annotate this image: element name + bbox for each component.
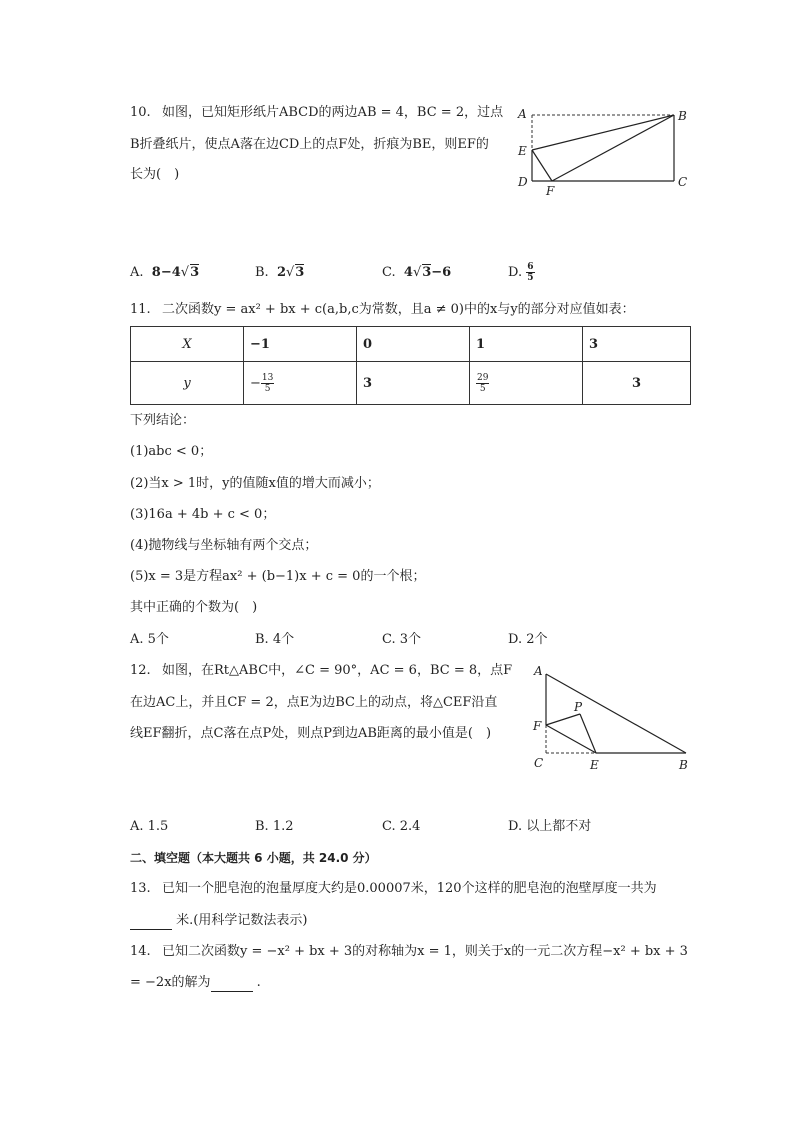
- q11-number: 11.: [130, 302, 151, 317]
- q11-stem: 二次函数y = ax² + bx + c(a,b,c为常数，且a ≠ 0)中的x与y的部分对应值如表：: [162, 302, 635, 317]
- q12-number: 12.: [130, 663, 151, 678]
- q11-option-d[interactable]: D. 2个: [508, 632, 548, 647]
- q10-figure: [512, 104, 702, 200]
- q12-label-b: B: [679, 758, 688, 772]
- q12-fp-line: [546, 714, 580, 725]
- table-cell: − $\frac{13}{5}$: [244, 362, 357, 405]
- section-heading: 二、填空题（本大题共 6 小题，共 24.0 分）: [130, 851, 377, 865]
- q10-line1: 如图，已知矩形纸片ABCD的两边AB = 4，BC = 2，过点: [162, 105, 504, 120]
- table-cell: 3: [357, 362, 470, 405]
- q12-fe-line: [546, 725, 596, 753]
- table-row: [131, 327, 691, 362]
- q10-label-a: A: [518, 107, 527, 121]
- q14-answer-blank[interactable]: [211, 977, 253, 992]
- q13-line2: 米.(用科学记数法表示): [130, 912, 307, 930]
- q12-option-b[interactable]: B. 1.2: [255, 819, 294, 834]
- q10-number: 10.: [130, 105, 151, 120]
- q10-label-e: E: [518, 144, 527, 158]
- q11-conclusion-4: (4)抛物线与坐标轴有两个交点；: [130, 538, 318, 553]
- q10-line2: B折叠纸片，使点A落在边CD上的点F处，折痕为BE，则EF的: [130, 137, 489, 152]
- q12-option-c[interactable]: C. 2.4: [382, 819, 421, 834]
- q11-conclusion-5: (5)x = 3是方程ax² + (b−1)x + c = 0的一个根；: [130, 569, 426, 584]
- table-cell: 3: [583, 327, 691, 362]
- q10-label-f: F: [546, 184, 555, 198]
- q10-option-a[interactable]: A. 8−4√3: [130, 265, 200, 280]
- q10-option-d[interactable]: D. $\frac{6}{5}$: [508, 262, 534, 283]
- q12-option-d[interactable]: D. 以上都不对: [508, 819, 592, 834]
- q11-option-c[interactable]: C. 3个: [382, 632, 422, 647]
- table-cell: 1: [470, 327, 583, 362]
- q11-conclusion-1: (1)abc < 0；: [130, 444, 213, 459]
- q12-line1: 如图，在Rt△ABC中，∠C = 90°，AC = 6，BC = 8，点F: [162, 663, 513, 678]
- q10-fb-line: [552, 115, 674, 181]
- q12-label-a: A: [534, 664, 543, 678]
- table-cell: 3: [583, 362, 691, 405]
- q10-eb-line: [532, 115, 674, 150]
- q11-option-a[interactable]: A. 5个: [130, 632, 169, 647]
- q13-answer-blank[interactable]: [130, 915, 172, 930]
- q10-option-c[interactable]: C. 4√3−6: [382, 265, 452, 280]
- table-row: [131, 362, 691, 405]
- q11-ask: 其中正确的个数为( ): [130, 600, 258, 615]
- q14-line2: = −2x的解为 .: [130, 975, 261, 990]
- q12-option-a[interactable]: A. 1.5: [130, 819, 169, 834]
- q12-label-f: F: [533, 719, 542, 733]
- table-cell: −1: [244, 327, 357, 362]
- q12-label-c: C: [534, 756, 544, 770]
- q10-label-d: D: [518, 175, 528, 189]
- q10-ef-line: [532, 150, 552, 181]
- q11-value-table: [130, 326, 691, 405]
- q10-label-b: B: [678, 109, 687, 123]
- table-cell: 0: [357, 327, 470, 362]
- table-cell: $\frac{29}{5}$: [470, 362, 583, 405]
- q11-conclusion-2: (2)当x > 1时，y的值随x值的增大而减小；: [130, 476, 380, 491]
- q10-option-b[interactable]: B. 2√3: [255, 265, 305, 280]
- q12-line2: 在边AC上，并且CF = 2，点E为边BC上的动点，将△CEF沿直: [130, 695, 498, 710]
- q12-pe-line: [580, 714, 596, 753]
- table-header-y: y: [131, 362, 244, 405]
- q12-ab-side: [546, 674, 686, 753]
- q14-number: 14.: [130, 944, 151, 959]
- q11-option-b[interactable]: B. 4个: [255, 632, 295, 647]
- q13-number: 13.: [130, 881, 151, 896]
- q12-label-e: E: [590, 758, 599, 772]
- q12-line3: 线EF翻折，点C落在点P处，则点P到边AB距离的最小值是( ): [130, 726, 492, 741]
- q12-label-p: P: [574, 700, 583, 714]
- q11-intro: 下列结论：: [130, 413, 196, 428]
- q14-line1: 已知二次函数y = −x² + bx + 3的对称轴为x = 1，则关于x的一元二次方程−x² + bx + 3: [162, 944, 688, 959]
- q13-line1: 已知一个肥皂泡的泡量厚度大约是0.00007米，120个这样的肥皂泡的泡壁厚度一共为: [162, 881, 657, 896]
- q10-label-c: C: [678, 175, 688, 189]
- q10-line3: 长为( ): [130, 167, 180, 182]
- table-header-x: X: [131, 327, 244, 362]
- q11-conclusion-3: (3)16a + 4b + c < 0；: [130, 507, 276, 522]
- q12-figure: [528, 660, 724, 776]
